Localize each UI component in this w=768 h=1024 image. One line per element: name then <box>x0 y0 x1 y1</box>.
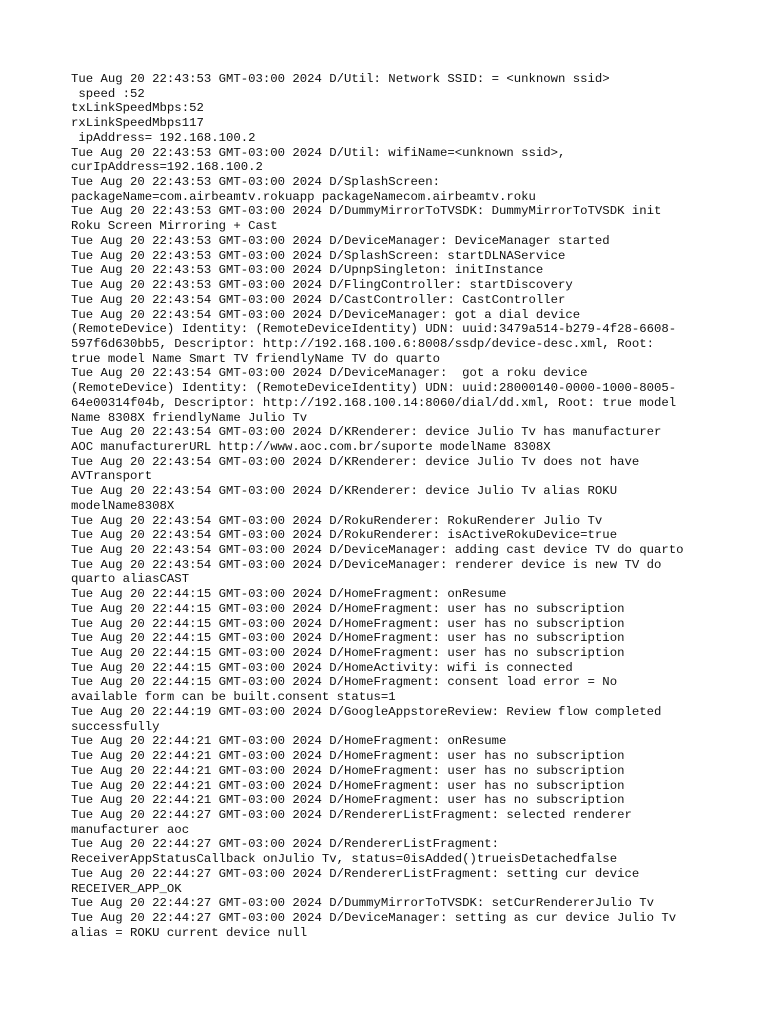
log-line: available form can be built.consent status=1 <box>71 690 396 705</box>
log-line: Tue Aug 20 22:44:27 GMT-03:00 2024 D/RendererListFragment: setting cur device <box>71 866 640 881</box>
log-line: Tue Aug 20 22:43:53 GMT-03:00 2024 D/UpnpSingleton: initInstance <box>71 263 544 278</box>
log-line: Tue Aug 20 22:44:21 GMT-03:00 2024 D/HomeFragment: user has no subscription <box>71 763 625 778</box>
log-line: rxLinkSpeedMbps117 <box>71 116 204 131</box>
log-line: Name 8308X friendlyName Julio Tv <box>71 410 308 425</box>
log-line: Tue Aug 20 22:44:15 GMT-03:00 2024 D/HomeFragment: user has no subscription <box>71 646 625 661</box>
log-line: Tue Aug 20 22:43:53 GMT-03:00 2024 D/FlingController: startDiscovery <box>71 278 573 293</box>
log-line: Tue Aug 20 22:43:54 GMT-03:00 2024 D/DeviceManager: adding cast device TV do quarto <box>71 543 684 557</box>
log-line: successfully <box>71 719 160 734</box>
log-line: AVTransport <box>71 469 153 484</box>
document-page <box>71 72 711 940</box>
log-line: Tue Aug 20 22:44:15 GMT-03:00 2024 D/HomeFragment: user has no subscription <box>71 631 625 646</box>
log-line: Tue Aug 20 22:44:27 GMT-03:00 2024 D/DeviceManager: setting as cur device Julio Tv <box>71 910 677 925</box>
log-line: 64e00314f04b, Descriptor: http://192.168.100.14:8060/dial/dd.xml, Root: true model <box>71 395 677 410</box>
log-line: Tue Aug 20 22:43:54 GMT-03:00 2024 D/DeviceManager: got a dial device <box>71 307 581 322</box>
log-line: Tue Aug 20 22:44:15 GMT-03:00 2024 D/HomeFragment: consent load error = No <box>71 675 618 690</box>
log-line: (RemoteDevice) Identity: (RemoteDeviceIdentity) UDN: uuid:3479a514-b279-4f28-6608- <box>71 322 677 337</box>
log-line: ReceiverAppStatusCallback onJulio Tv, status=0isAdded()trueisDetachedfalse <box>71 852 618 867</box>
log-line: Tue Aug 20 22:43:54 GMT-03:00 2024 D/DeviceManager: got a roku device <box>71 366 588 381</box>
log-line: Tue Aug 20 22:43:54 GMT-03:00 2024 D/DeviceManager: renderer device is new TV do <box>71 557 662 572</box>
log-line: Tue Aug 20 22:44:27 GMT-03:00 2024 D/RendererListFragment: selected renderer <box>71 807 632 822</box>
log-line: Tue Aug 20 22:43:53 GMT-03:00 2024 D/DummyMirrorToTVSDK: DummyMirrorToTVSDK init <box>71 204 662 219</box>
log-line: quarto aliasCAST <box>71 572 190 587</box>
log-line: Tue Aug 20 22:43:53 GMT-03:00 2024 D/DeviceManager: DeviceManager started <box>71 233 610 248</box>
log-line: Tue Aug 20 22:43:54 GMT-03:00 2024 D/KRenderer: device Julio Tv has manufacturer <box>71 425 662 440</box>
log-line: packageName=com.airbeamtv.rokuapp packageNamecom.airbeamtv.roku <box>71 189 536 204</box>
log-line: txLinkSpeedMbps:52 <box>71 101 204 116</box>
log-line: Tue Aug 20 22:43:53 GMT-03:00 2024 D/Util: Network SSID: = <unknown ssid> <box>71 72 610 86</box>
log-line: Tue Aug 20 22:43:54 GMT-03:00 2024 D/KRenderer: device Julio Tv alias ROKU <box>71 484 618 499</box>
log-line: Tue Aug 20 22:44:27 GMT-03:00 2024 D/RendererListFragment: <box>71 837 500 852</box>
log-line: true model Name Smart TV friendlyName TV do quarto <box>71 351 440 366</box>
log-line: Tue Aug 20 22:44:21 GMT-03:00 2024 D/HomeFragment: user has no subscription <box>71 793 625 808</box>
log-line: Tue Aug 20 22:43:53 GMT-03:00 2024 D/SplashScreen: startDLNAService <box>71 248 566 263</box>
log-line: manufacturer aoc <box>71 822 190 837</box>
log-line: Tue Aug 20 22:43:54 GMT-03:00 2024 D/CastController: CastController <box>71 292 566 307</box>
log-line: RECEIVER_APP_OK <box>71 881 182 896</box>
log-line: 597f6d630bb5, Descriptor: http://192.168.100.6:8008/ssdp/device-desc.xml, Root: <box>71 336 654 351</box>
log-line: modelName8308X <box>71 498 175 513</box>
log-line: Tue Aug 20 22:44:15 GMT-03:00 2024 D/HomeFragment: onResume <box>71 587 507 602</box>
log-line: Tue Aug 20 22:43:53 GMT-03:00 2024 D/SplashScreen: <box>71 175 440 190</box>
log-text <box>71 72 711 940</box>
log-line: Tue Aug 20 22:43:53 GMT-03:00 2024 D/Util: wifiName=<unknown ssid>, <box>71 145 566 160</box>
log-line: Tue Aug 20 22:44:15 GMT-03:00 2024 D/HomeFragment: user has no subscription <box>71 616 625 631</box>
log-line: Tue Aug 20 22:44:21 GMT-03:00 2024 D/HomeFragment: onResume <box>71 734 507 749</box>
log-line: Tue Aug 20 22:44:15 GMT-03:00 2024 D/HomeActivity: wifi is connected <box>71 660 573 675</box>
log-line: speed :52 <box>71 86 145 101</box>
log-line: Tue Aug 20 22:44:27 GMT-03:00 2024 D/DummyMirrorToTVSDK: setCurRendererJulio Tv <box>71 896 654 911</box>
log-line: Tue Aug 20 22:44:21 GMT-03:00 2024 D/HomeFragment: user has no subscription <box>71 778 625 793</box>
log-line: AOC manufacturerURL http://www.aoc.com.br/suporte modelName 8308X <box>71 439 551 454</box>
log-line: ipAddress= 192.168.100.2 <box>71 130 256 145</box>
log-line: Tue Aug 20 22:44:21 GMT-03:00 2024 D/HomeFragment: user has no subscription <box>71 749 625 764</box>
log-line: curIpAddress=192.168.100.2 <box>71 160 263 175</box>
log-line: Tue Aug 20 22:44:15 GMT-03:00 2024 D/HomeFragment: user has no subscription <box>71 601 625 616</box>
log-line: Tue Aug 20 22:44:19 GMT-03:00 2024 D/GoogleAppstoreReview: Review flow completed <box>71 704 662 719</box>
log-line: alias = ROKU current device null <box>71 925 308 940</box>
log-line: Roku Screen Mirroring + Cast <box>71 219 278 234</box>
log-line: (RemoteDevice) Identity: (RemoteDeviceIdentity) UDN: uuid:28000140-0000-1000-8005- <box>71 381 677 396</box>
log-line: Tue Aug 20 22:43:54 GMT-03:00 2024 D/KRenderer: device Julio Tv does not have <box>71 454 640 469</box>
log-line: Tue Aug 20 22:43:54 GMT-03:00 2024 D/RokuRenderer: isActiveRokuDevice=true <box>71 528 618 543</box>
log-line: Tue Aug 20 22:43:54 GMT-03:00 2024 D/RokuRenderer: RokuRenderer Julio Tv <box>71 513 603 528</box>
